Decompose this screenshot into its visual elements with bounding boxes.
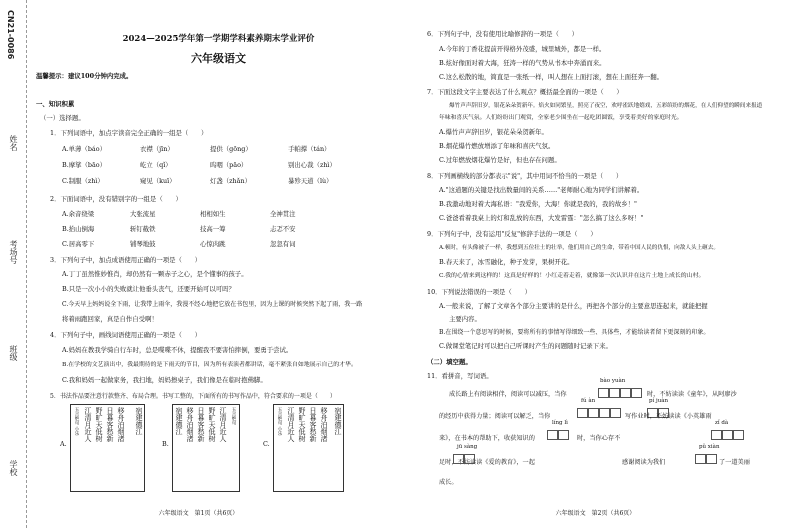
q1-opt: A.单薄（báo） [62, 145, 106, 153]
pinyin: zǐ dà [715, 420, 729, 426]
q6-opt: A.今年的丁香花提前开得格外茂盛，城里城外，都是一样。 [439, 45, 606, 53]
q5-label-a: A. [60, 440, 67, 448]
q9-opt: C.我的心情来到这样的！这真是好样的！小红走着走着，就像第一次认识并在这片土地上成长的山村。 [439, 273, 705, 279]
fill-text: 写作业时，不妨读读《小英雄雨 [625, 413, 712, 420]
q4-opt: C.我和妈妈一起做家务，我扫地，妈妈擦桌子，我们像是在临时抱佛脚。 [62, 376, 267, 384]
q5: 5．书法作品要注意行款整齐、布局合理。书写工整的，下面所有的书写作品中，符合要求的一项是（ ） [50, 393, 336, 400]
q4-opt: A.妈妈在教我学骑自行车时，总是喋喋不休，提醒我不要害怕摔倒，要勇于尝试。 [62, 346, 293, 354]
answer-cell[interactable] [547, 430, 558, 440]
calligraphy-box-a [70, 404, 145, 492]
exam-subject: 六年级语文 [191, 52, 246, 65]
pinyin: líng lì [552, 420, 568, 426]
box-col: 宿建德江 [135, 407, 143, 435]
box-col: 野旷天低树 [298, 407, 306, 442]
q1-opt: 灯盏（zhǎn） [210, 177, 251, 185]
q1-opt: C.制服（zhì） [62, 177, 104, 185]
fill-text: 成长路上有阅读相伴，阅读可以减压，当你 [449, 391, 567, 398]
q1: 1．下列词语中，加点字读音完全正确的一组是（ ） [50, 129, 208, 137]
answer-cell[interactable] [453, 454, 464, 464]
answer-cell[interactable] [706, 454, 717, 464]
q3-opt: A.丁丁虽然惟妙惟肖，却仍然有一颗赤子之心，是个懂事的孩子。 [62, 270, 248, 278]
answer-cell[interactable] [558, 430, 569, 440]
box-col: 野旷天低树 [95, 407, 103, 442]
answer-cell[interactable] [464, 454, 475, 464]
q9: 9．下列句子中，没有运用"反复"修辞手法的一项是（ ） [427, 230, 597, 238]
q8: 8．下列画横线的部分都表示"说"，其中用词不恰当的一项是（ ） [427, 172, 623, 180]
box-col: 江清月近人 [287, 407, 295, 442]
side-code: CN21-0086 [6, 10, 15, 60]
box-col: 移舟泊烟渚 [117, 407, 125, 442]
q10-opt: A.一般来说，了解了文章各个部分主要讲的是什么，再把各个部分的主要意思连起来，就能把握 [439, 302, 708, 310]
exam-title: 2024—2025学年第一学期学科素养期末学业评价 [122, 34, 315, 44]
page-footer-2: 六年级语文 第2页（共6页） [555, 510, 636, 517]
answer-cell[interactable] [609, 388, 620, 398]
q1-opt: 屹立（qǐ） [140, 161, 172, 169]
q4: 4．下列句子中，画线词语使用正确的一项是（ ） [50, 331, 202, 339]
q7-opt: A.爆竹声声辞旧岁，银花朵朵贺新年。 [439, 128, 548, 136]
box-col: 野旷天低树 [208, 407, 216, 442]
pinyin: pí juàn [649, 398, 669, 404]
box-col: 宿建德江 [175, 407, 183, 435]
answer-cell[interactable] [711, 430, 722, 440]
q7-passage: 年味和喜庆气氛。人们纷纷出门观赏，全家老少围坐在一起吃团圆饭，享受着美好的家庭时光。 [439, 115, 683, 121]
answer-cell[interactable] [695, 454, 706, 464]
q1-opt: 暴殄天道（lù） [288, 177, 333, 185]
box-col: 五言绝句 小乐 [74, 407, 79, 436]
fill-text: 了一道美丽 [719, 459, 750, 466]
q7-passage: 爆竹声声辞旧岁，银花朵朵贺新年。焰火如同繁星，照亮了夜空，欢呼雀跃地嬉戏，五彩缤纷的烟花，在人们仰望的瞬间来报道 [449, 103, 763, 109]
fill-text: 感谢阅读为我们 [622, 459, 666, 466]
section-1: 一、知识积累 [36, 100, 75, 108]
q2-opt: A.余音绕梁 [62, 210, 95, 218]
box-col: 江清月近人 [84, 407, 92, 442]
q1-opt: 呜咽（pāo） [210, 161, 248, 169]
q2-opt: 大张流星 [130, 210, 156, 218]
q2-opt: 心惊肉跳 [200, 240, 226, 248]
q2-opt: 相相如生 [200, 210, 226, 218]
pinyin: jū sàng [457, 444, 478, 450]
box-col: 日暮客愁新 [309, 407, 317, 442]
q4-opt: B.在学校的文艺演出中，我最期待的是下雨天的节目，因为所有表演者都讲话，毫不紧张自如地展示自己的才华。 [62, 362, 357, 368]
q7: 7．下面这段文字主要表达了什么观点？概括最全面的一项是（ ） [427, 88, 623, 96]
page-footer-1: 六年级语文 第1页（共6页） [158, 510, 239, 517]
answer-cell[interactable] [620, 388, 631, 398]
q9-opt: A.顿时，有头像被子一样，我想到五位壮士的壮举，他们用自己的生命，带着中国人民的仇恨，向敌人头上砸去。 [439, 245, 719, 251]
q1-opt: 衣襟（jīn） [140, 145, 174, 153]
box-col: 日暮客愁新 [106, 407, 114, 442]
q6: 6．下列句子中，没有使用比喻修辞的一项是（ ） [427, 30, 579, 38]
fill-text: 的经历中获得力量；阅读可以解乏，当你 [439, 413, 551, 420]
side-label-name: 姓名 [9, 135, 18, 151]
box-col: 移舟泊烟渚 [320, 407, 328, 442]
q8-opt: B.我激动地对着大海私语："我爱你，大海！你就是我的，我的故乡！" [439, 200, 637, 208]
answer-cell[interactable] [722, 430, 733, 440]
q8-opt: A."这道题的关键是找出数量间的关系……"老师耐心地为同学们讲解着。 [439, 186, 644, 194]
box-col: 五言绝句 小乐 [277, 407, 282, 436]
q10-opt: B.在围绕一个意思写的时候，要将所有的事情写得细致一些、具体些，才能给读者留下更深刻的印象。 [439, 329, 710, 336]
q2: 2．下面词语中，没有错别字的一组是（ ） [50, 195, 182, 203]
fill-text: 成长。 [439, 479, 458, 486]
q1-opt: B.摩挲（bāo） [62, 161, 107, 169]
fill-text: 时，当你心存不 [577, 435, 621, 442]
q10-opt: 主要内容。 [449, 315, 481, 323]
q2-opt: 全神贯注 [270, 210, 296, 218]
q1-opt: 手帕撑（tán） [288, 145, 331, 153]
q5-label-b: B. [162, 440, 169, 448]
part-1: （一）选择题。 [40, 114, 85, 122]
q2-opt: 技高一筹 [200, 225, 226, 233]
answer-cell[interactable] [598, 388, 609, 398]
calligraphy-box-c [273, 404, 344, 492]
q5-label-c: C. [263, 440, 270, 448]
q2-opt: B.抬山倒海 [62, 225, 95, 233]
q6-opt: B.炫好像面对着大海，狂涛一样的气势从书本中奔涌而来。 [439, 59, 606, 67]
q1-opt: 提供（gōng） [210, 145, 252, 153]
q7-opt: B.烟花爆竹燃放增添了年味和喜庆气氛。 [439, 142, 555, 150]
answer-cell[interactable] [588, 408, 599, 418]
box-col: 移舟泊烟渚 [186, 407, 194, 442]
fill-text: 时，不妨读读《童年》，从阿廖沙 [647, 391, 737, 398]
q2-opt: 斩钉截铁 [130, 225, 156, 233]
q2-opt: 铺琴地鼓 [130, 240, 156, 248]
pinyin: fú àn [581, 398, 596, 404]
q2-opt: C.居高零下 [62, 240, 95, 248]
q9-opt: B.春天来了，冰雪融化，种子发芽，果树开花。 [439, 258, 574, 266]
box-col: 五言绝句 [231, 407, 236, 425]
box-col: 日暮客愁新 [197, 407, 205, 442]
answer-cell[interactable] [610, 408, 621, 418]
answer-cell[interactable] [733, 430, 744, 440]
pinyin: pǔ xiàn [699, 444, 720, 450]
q3: 3．下列句子中，加点成语使用正确的一项是（ ） [50, 256, 202, 264]
q7-opt: C.过年燃放烟花爆竹是好，但也存在问题。 [439, 156, 561, 164]
side-label-class: 班级 [9, 345, 18, 361]
exam-tip: 温馨提示：建议100分钟内完成。 [36, 72, 133, 80]
side-label-room: 考场号 [9, 240, 18, 264]
q1-opt: 窥见（kuī） [140, 177, 176, 185]
q2-opt: 忐忑不安 [270, 225, 296, 233]
box-col: 宿建德江 [334, 407, 342, 435]
fill-text: 足时，不妨读读《爱的教育》，一起 [439, 459, 535, 466]
q8-opt: C.爸爸看着我桌上的灯和乱放的东西，大发雷霆："怎么搞了这么多呀！" [439, 214, 644, 222]
q3-opt: B.只是一次小小的失败就让他垂头丧气，还要开始可以可吗？ [62, 285, 235, 293]
answer-cell[interactable] [577, 408, 588, 418]
q3-opt: C.今天早上妈妈说全下雨，让我带上雨伞，我漫不经心地把它放在书包里，因为上课的时候突然下起了雨，我一路 [62, 301, 363, 308]
side-label-school: 学校 [9, 460, 18, 476]
part-2: （二）填空题。 [427, 358, 472, 366]
answer-cell[interactable] [599, 408, 610, 418]
q6-opt: C.这么松散的地，简直是一张纸一样，叫人想在上面打滚，想在上面狂奔一翻。 [439, 73, 663, 81]
q1-opt: 别出心裁（zhì） [288, 161, 336, 169]
box-col: 江清月近人 [219, 407, 227, 442]
q10-opt: C.做课堂笔记时可以把自己听课时产生的问题随时记录下来。 [439, 342, 612, 350]
answer-cell[interactable] [631, 388, 642, 398]
binding-gutter [0, 0, 27, 528]
right-page [397, 0, 794, 528]
pinyin: bào yuàn [600, 378, 626, 384]
q11: 11．看拼音，写词语。 [427, 372, 493, 380]
calligraphy-box-b [172, 404, 240, 492]
fill-text: 来》，在书本的帮助下，收获知识的 [439, 435, 535, 442]
q3-opt: 将着雨跑回家，真是自作自受啊！ [62, 315, 158, 323]
q2-opt: 忽忽有词 [270, 240, 296, 248]
q10: 10．下列说法错误的一项是（ ） [427, 288, 531, 296]
